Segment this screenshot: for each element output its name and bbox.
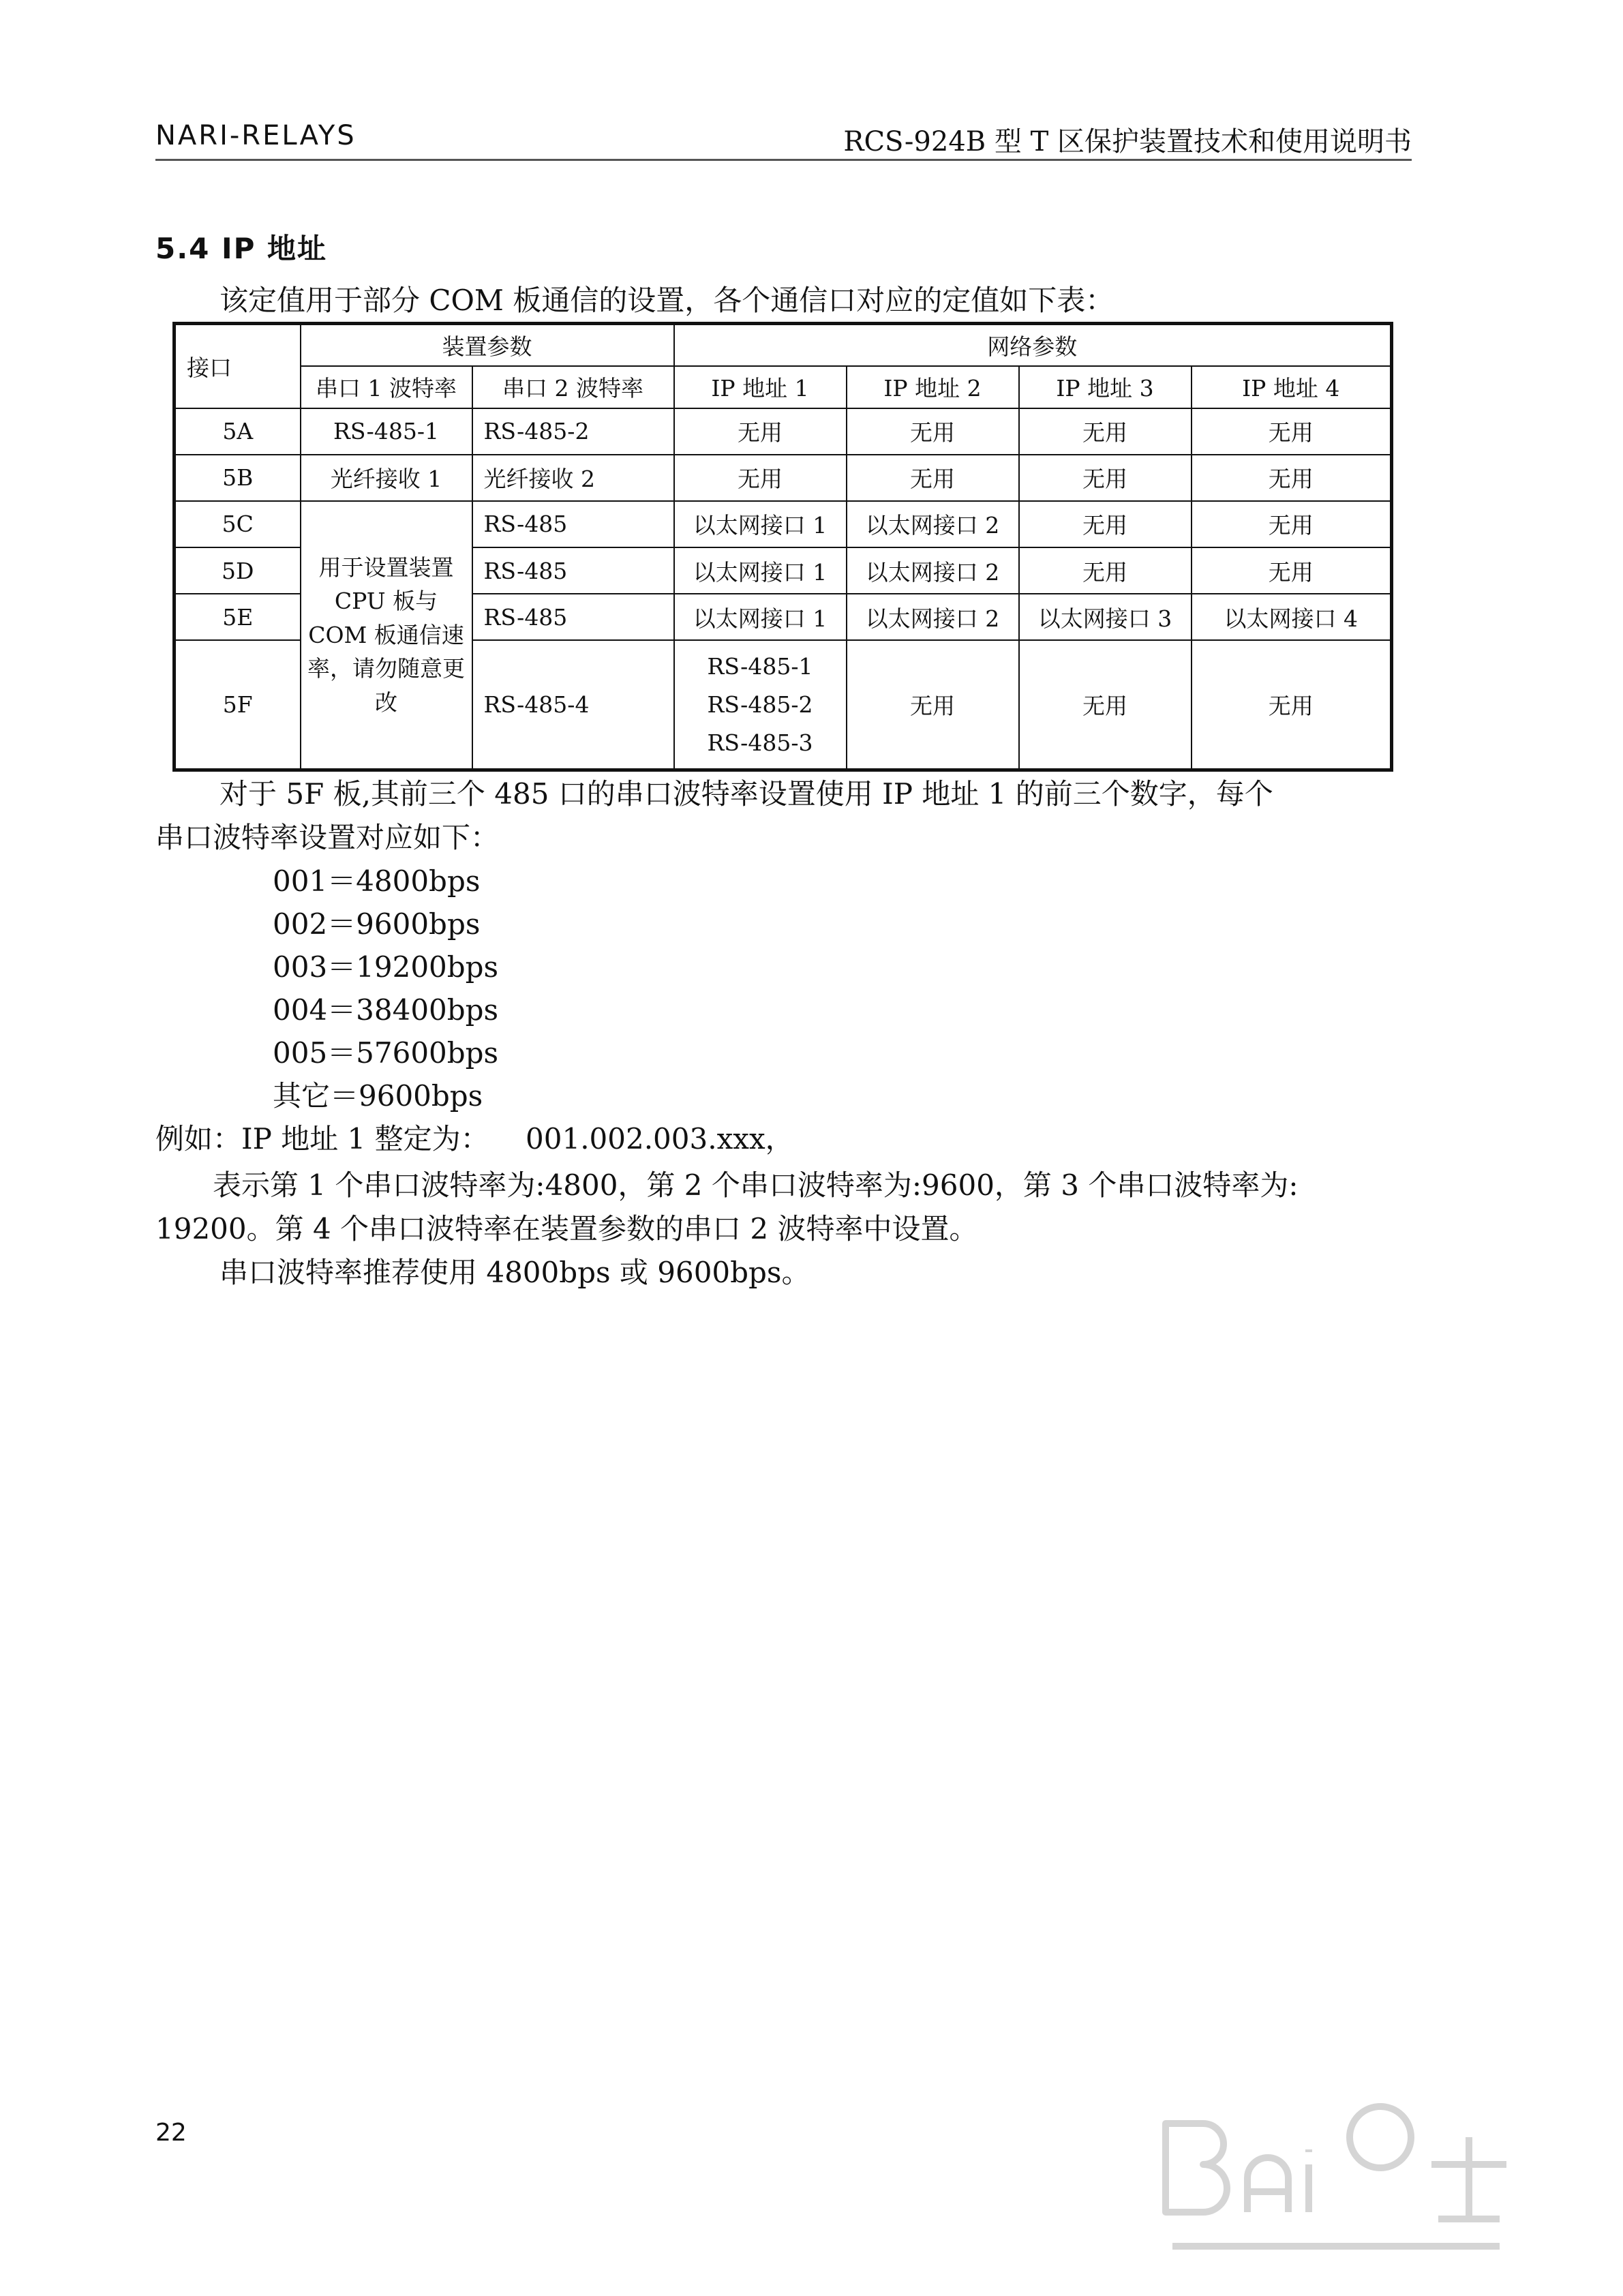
paragraph-5f-line1: 对于 5F 板,其前三个 485 口的串口波特率设置使用 IP 地址 1 的前三个数字，每个: [219, 777, 1273, 811]
section-intro: 该定值用于部分 COM 板通信的设置，各个通信口对应的定值如下表：: [219, 284, 1114, 317]
cell-ip2: 无用: [847, 408, 1019, 455]
cell-ip2: 无用: [847, 455, 1019, 501]
cell-port: 5B: [175, 455, 301, 501]
cell-ip4: 无用: [1192, 455, 1392, 501]
paragraph-5f-line2: 串口波特率设置对应如下：: [155, 821, 500, 854]
cell-ip3: 无用: [1019, 408, 1192, 455]
cell-serial1: RS-485-1: [301, 408, 472, 455]
header-document-title: RCS-924B 型 T 区保护装置技术和使用说明书: [843, 126, 1412, 157]
cell-ip1: 以太网接口 1: [674, 501, 847, 547]
cell-port: 5E: [175, 594, 301, 640]
baud-code-item: 005＝57600bps: [273, 1036, 499, 1070]
baidu-watermark-logo: [1145, 2062, 1527, 2267]
cell-serial2: RS-485: [472, 501, 674, 547]
cell-ip4: 无用: [1192, 640, 1392, 770]
cell-ip2: 以太网接口 2: [847, 547, 1019, 594]
page-number: 22: [155, 2119, 187, 2147]
cell-ip1: 以太网接口 1: [674, 594, 847, 640]
cell-ip1: 无用: [674, 408, 847, 455]
section-title: 5.4 IP 地址: [155, 232, 328, 265]
cell-merged-note: 用于设置装置 CPU 板与 COM 板通信速率，请勿随意更改: [301, 501, 472, 770]
cell-port: 5D: [175, 547, 301, 594]
cell-ip3: 无用: [1019, 455, 1192, 501]
ip-address-table: [172, 322, 1393, 772]
cell-ip4: 无用: [1192, 501, 1392, 547]
cell-ip3: 无用: [1019, 640, 1192, 770]
baud-code-item: 002＝9600bps: [273, 907, 481, 941]
header-port: 接口: [175, 324, 301, 408]
cell-port: 5F: [175, 640, 301, 770]
cell-ip1: 以太网接口 1: [674, 547, 847, 594]
cell-ip3: 无用: [1019, 547, 1192, 594]
header-device-params: 装置参数: [301, 324, 674, 366]
cell-serial2: RS-485-2: [472, 408, 674, 455]
watermark-cjk-glyph: [1431, 2137, 1506, 2219]
list-item: RS-485-1: [707, 652, 813, 680]
header-serial2-baud: 串口 2 波特率: [472, 366, 674, 408]
paragraph-explain-line2: 19200。第 4 个串口波特率在装置参数的串口 2 波特率中设置。: [155, 1212, 978, 1245]
cell-ip2: 以太网接口 2: [847, 501, 1019, 547]
cell-ip4: 无用: [1192, 547, 1392, 594]
cell-ip3: 无用: [1019, 501, 1192, 547]
cell-ip1: 无用: [674, 455, 847, 501]
baud-code-item: 003＝19200bps: [273, 950, 499, 984]
header-network-params: 网络参数: [674, 324, 1392, 366]
header-ip2: IP 地址 2: [847, 366, 1019, 408]
paragraph-recommendation: 串口波特率推荐使用 4800bps 或 9600bps。: [219, 1256, 810, 1289]
list-item: RS-485-3: [707, 729, 813, 756]
table-header-row: [175, 324, 1392, 366]
header-ip3: IP 地址 3: [1019, 366, 1192, 408]
header-ip4: IP 地址 4: [1192, 366, 1392, 408]
paragraph-explain-line1: 表示第 1 个串口波特率为:4800，第 2 个串口波特率为:9600，第 3 个串口波特率为:: [213, 1168, 1299, 1202]
cell-ip2: 以太网接口 2: [847, 594, 1019, 640]
cell-port: 5C: [175, 501, 301, 547]
cell-serial2: RS-485: [472, 594, 674, 640]
baud-code-item: 001＝4800bps: [273, 864, 481, 898]
header-rule: [155, 159, 1412, 161]
table-row: [175, 501, 1392, 547]
cell-ip1-list: [674, 640, 847, 770]
cell-ip4: 无用: [1192, 408, 1392, 455]
watermark-letter-a: [1247, 2158, 1288, 2212]
table-row: [175, 455, 1392, 501]
cell-serial2: RS-485: [472, 547, 674, 594]
table-subheader-row: [175, 366, 1392, 408]
baud-code-item: 004＝38400bps: [273, 993, 499, 1027]
list-item: RS-485-2: [707, 691, 813, 718]
paw-icon: [1350, 2106, 1411, 2168]
baud-code-item: 其它＝9600bps: [273, 1079, 483, 1113]
cell-serial1: 光纤接收 1: [301, 455, 472, 501]
cell-serial2: RS-485-4: [472, 640, 674, 770]
table-row: [175, 408, 1392, 455]
cell-ip4: 以太网接口 4: [1192, 594, 1392, 640]
header-serial1-baud: 串口 1 波特率: [301, 366, 472, 408]
watermark-letter-b: [1166, 2124, 1227, 2212]
cell-ip3: 以太网接口 3: [1019, 594, 1192, 640]
header-brand: NARI-RELAYS: [155, 120, 357, 151]
cell-serial2: 光纤接收 2: [472, 455, 674, 501]
example-line: 例如：IP 地址 1 整定为： 001.002.003.xxx，: [155, 1122, 794, 1155]
cell-ip2: 无用: [847, 640, 1019, 770]
cell-port: 5A: [175, 408, 301, 455]
header-ip1: IP 地址 1: [674, 366, 847, 408]
